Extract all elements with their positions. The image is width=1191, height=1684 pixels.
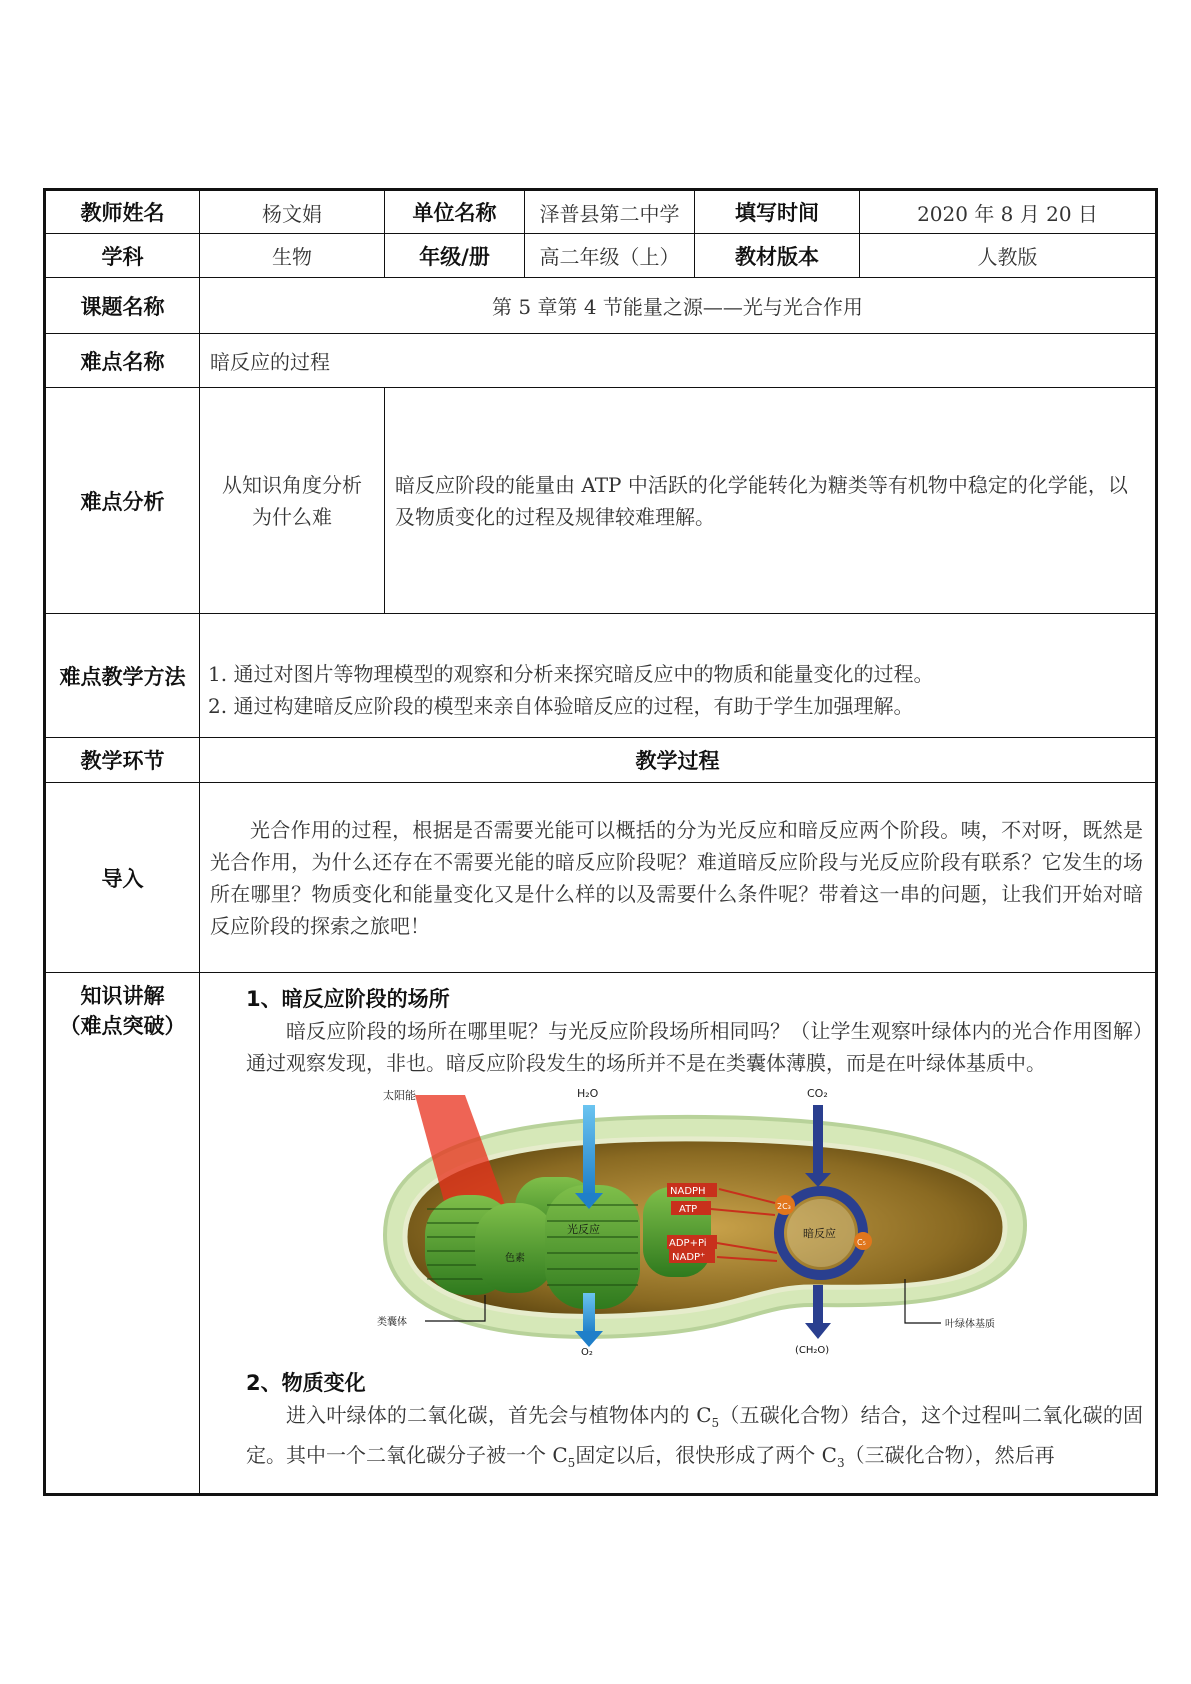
co2-arrow	[813, 1105, 823, 1175]
label-c5: C₅	[856, 1238, 866, 1247]
label-adp: ADP+Pi	[668, 1238, 707, 1249]
date-label: 填写时间	[695, 190, 860, 234]
label-stroma: 叶绿体基质	[944, 1319, 995, 1330]
intro-label: 导入	[45, 783, 200, 973]
label-nadp: NADP⁺	[671, 1252, 705, 1263]
label-pigment: 色素	[504, 1253, 525, 1264]
analysis-sub-label: 从知识角度分析为什么难	[200, 388, 385, 614]
lesson-plan-table	[43, 188, 1158, 1496]
process-label: 教学环节	[45, 738, 200, 783]
method-label: 难点教学方法	[45, 614, 200, 738]
analysis-label: 难点分析	[45, 388, 200, 614]
teacher-label: 教师姓名	[45, 190, 200, 234]
method-item-1: 1. 通过对图片等物理模型的观察和分析来探究暗反应中的物质和能量变化的过程。	[208, 662, 934, 686]
subject-label: 学科	[45, 234, 200, 278]
unit-value: 泽普县第二中学	[525, 190, 695, 234]
intro-text: 光合作用的过程，根据是否需要光能可以概括的分为光反应和暗反应两个阶段。咦，不对呀，既然是光合作用，为什么还存在不需要光能的暗反应阶段呢？难道暗反应阶段与光反应阶段有联系？它发生的场所在哪里？物质变化和能量变化又是什么样的以及需要什么条件呢？带着这一串的问题，让我们开始对暗反应阶段的探索之旅吧！	[200, 783, 1157, 973]
label-light-reaction: 光反应	[566, 1223, 600, 1236]
grade-label: 年级/册	[385, 234, 525, 278]
edition-label: 教材版本	[695, 234, 860, 278]
grana-stack-4	[643, 1187, 711, 1277]
ch2o-arrow	[813, 1285, 823, 1325]
label-thylakoid: 类囊体	[376, 1317, 407, 1328]
teacher-value: 杨文娟	[200, 190, 385, 234]
grade-value: 高二年级（上）	[525, 234, 695, 278]
section-2-title: 2、物质变化	[246, 1371, 366, 1395]
label-c3: 2C₃	[776, 1202, 791, 1211]
subject-value: 生物	[200, 234, 385, 278]
unit-label: 单位名称	[385, 190, 525, 234]
topic-value: 第 5 章第 4 节能量之源——光与光合作用	[200, 278, 1157, 334]
process-value: 教学过程	[200, 738, 1157, 783]
date-value: 2020 年 8 月 20 日	[860, 190, 1157, 234]
label-o2: O₂	[580, 1347, 593, 1355]
method-cell	[200, 614, 1157, 738]
difficulty-label: 难点名称	[45, 334, 200, 388]
section-2-text: 进入叶绿体的二氧化碳，首先会与植物体内的 $C_5$（五碳化合物）结合，这个过程叫二氧化碳的固定。其中一个二氧化碳分子被一个 $C_5$固定以后，很快形成了两个 $C_3$（三碳化合物），然后再	[246, 1403, 1143, 1470]
knowledge-label-cell	[45, 973, 200, 1495]
method-item-2: 2. 通过构建暗反应阶段的模型来亲自体验暗反应的过程，有助于学生加强理解。	[208, 694, 914, 718]
label-nadph: NADPH	[669, 1186, 706, 1197]
knowledge-label-line1: 知识讲解	[80, 984, 165, 1008]
label-sun: 太阳能	[382, 1089, 416, 1102]
analysis-text: 暗反应阶段的能量由 ATP 中活跃的化学能转化为糖类等有机物中稳定的化学能，以及物质变化的过程及规律较难理解。	[385, 388, 1157, 614]
chloroplast-diagram	[345, 1085, 1045, 1355]
knowledge-content	[200, 973, 1157, 1495]
label-ch2o: (CH₂O)	[794, 1345, 829, 1355]
edition-value: 人教版	[860, 234, 1157, 278]
difficulty-value: 暗反应的过程	[200, 334, 1157, 388]
knowledge-label-line2: （难点突破）	[59, 1014, 186, 1038]
label-co2: CO₂	[806, 1087, 828, 1100]
label-dark-reaction: 暗反应	[802, 1227, 836, 1240]
o2-arrow	[583, 1293, 595, 1333]
label-h2o: H₂O	[576, 1087, 598, 1100]
label-atp: ATP	[678, 1204, 697, 1215]
section-1-text: 暗反应阶段的场所在哪里呢？与光反应阶段场所相同吗？（让学生观察叶绿体内的光合作用图解）通过观察发现，非也。暗反应阶段发生的场所并不是在类囊体薄膜，而是在叶绿体基质中。	[246, 1019, 1143, 1075]
h2o-arrow	[583, 1105, 595, 1195]
topic-label: 课题名称	[45, 278, 200, 334]
section-1-title: 1、暗反应阶段的场所	[246, 987, 450, 1011]
